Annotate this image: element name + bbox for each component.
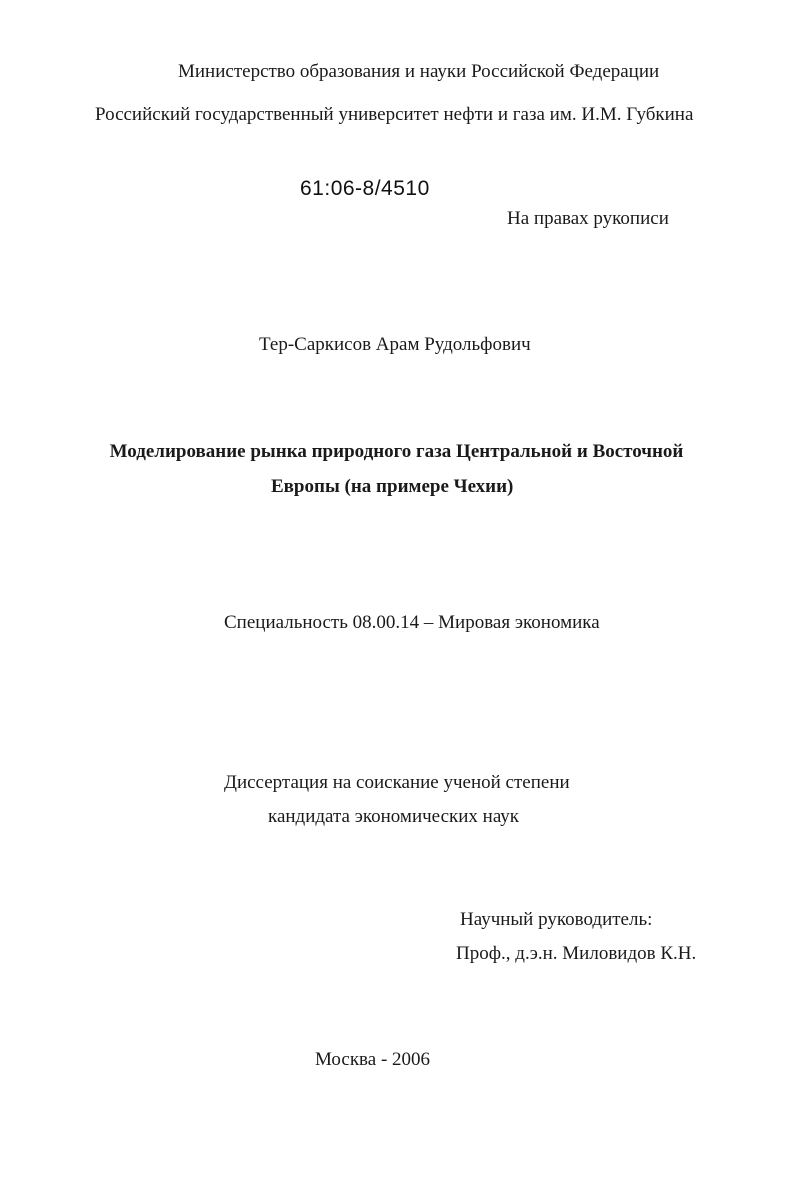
author-name: Тер-Саркисов Арам Рудольфович bbox=[259, 334, 531, 355]
place-year: Москва - 2006 bbox=[315, 1049, 431, 1070]
rights-note: На правах рукописи bbox=[507, 208, 669, 229]
library-stamp-code: 61:06-8/4510 bbox=[300, 177, 430, 200]
supervisor-name: Проф., д.э.н. Миловидов К.Н. bbox=[456, 943, 697, 964]
dissertation-title-line-1: Моделирование рынка природного газа Центральной и Восточной bbox=[109, 441, 684, 462]
dissertation-title-line-2: Европы (на примере Чехии) bbox=[271, 476, 514, 497]
specialty: Специальность 08.00.14 – Мировая экономика bbox=[224, 612, 600, 633]
degree-line-1: Диссертация на соискание ученой степени bbox=[224, 772, 570, 793]
supervisor-label: Научный руководитель: bbox=[460, 909, 653, 930]
ministry-heading: Министерство образования и науки Российской Федерации bbox=[178, 61, 660, 82]
university-heading: Российский государственный университет нефти и газа им. И.М. Губкина bbox=[95, 104, 694, 125]
degree-line-2: кандидата экономических наук bbox=[268, 806, 520, 827]
